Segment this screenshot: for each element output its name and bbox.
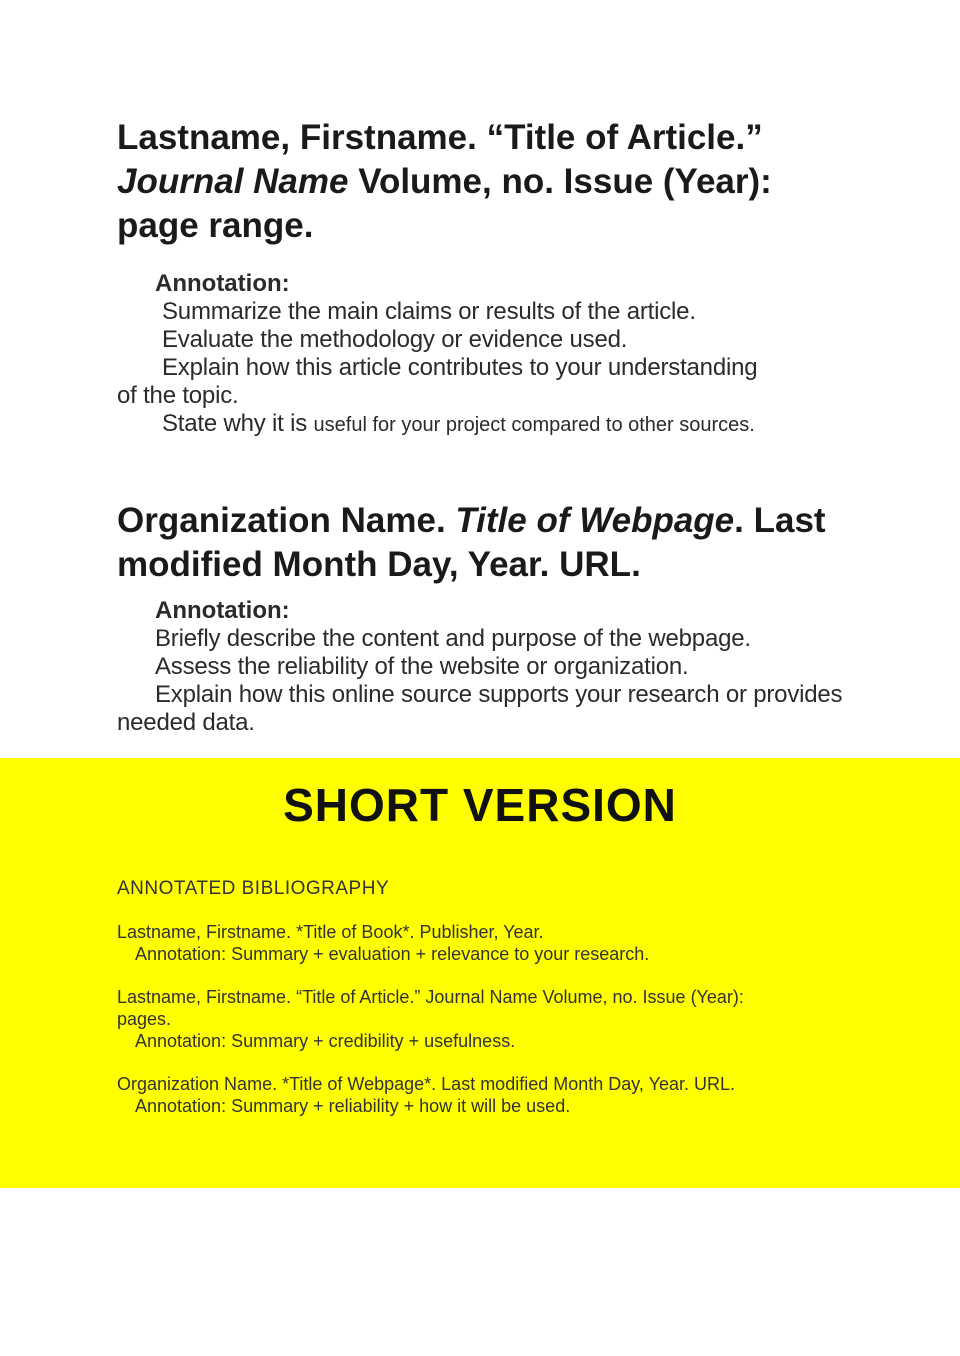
document-page: [0, 116, 960, 1356]
bibliography-entry-webpage: [117, 1073, 960, 1117]
state-why-rest: useful for your project compared to other sources.: [313, 414, 755, 436]
webpage-citation-section: [0, 499, 960, 737]
entry-annotation: Annotation: Summary + evaluation + relevance to your research.: [135, 944, 650, 964]
bibliography-entry-book: [117, 921, 960, 965]
annotation-point-evaluate: Evaluate the methodology or evidence used.: [162, 326, 628, 353]
citation-text-line1: Lastname, Firstname. “Title of Article.”: [117, 118, 763, 157]
annotation-point-explain-wrap: of the topic.: [117, 382, 239, 409]
annotation-point-explain: Explain how this online source supports your research or provides: [155, 681, 843, 708]
short-version-section: [0, 758, 960, 1188]
annotation-point-assess: Assess the reliability of the website or organization.: [155, 653, 689, 680]
bibliography-entry-article: [117, 986, 960, 1052]
annotation-point-summarize: Summarize the main claims or results of the article.: [162, 298, 696, 325]
citation-text-line2: Volume, no. Issue (Year):: [348, 162, 772, 201]
entry-citation: Lastname, Firstname. *Title of Book*. Publisher, Year.: [117, 922, 544, 942]
entry-citation: Organization Name. *Title of Webpage*. Last modified Month Day, Year. URL.: [117, 1074, 735, 1094]
webpage-annotation-block: [117, 597, 960, 737]
webpage-citation-heading: [117, 499, 960, 587]
short-version-title: SHORT VERSION: [283, 779, 677, 831]
entry-annotation: Annotation: Summary + reliability + how it will be used.: [135, 1096, 571, 1116]
entry-citation-wrap: pages.: [117, 1009, 172, 1029]
article-citation-section: [0, 116, 960, 439]
webpage-title-italic: Title of Webpage: [455, 501, 735, 540]
annotation-point-explain-wrap: needed data.: [117, 709, 255, 736]
state-why-lead: State why it is: [162, 410, 314, 437]
entry-annotation: Annotation: Summary + credibility + usefulness.: [135, 1031, 516, 1051]
citation-text-line2: modified Month Day, Year. URL.: [117, 545, 641, 584]
annotation-label: Annotation:: [155, 597, 290, 624]
citation-text-line3: page range.: [117, 206, 314, 245]
annotation-point-describe: Briefly describe the content and purpose of the webpage.: [155, 625, 751, 652]
annotated-bibliography-label: ANNOTATED BIBLIOGRAPHY: [117, 878, 390, 899]
annotation-point-explain: Explain how this article contributes to your understanding: [162, 354, 758, 381]
citation-text-line1: Organization Name.: [117, 501, 456, 540]
article-annotation-block: [117, 270, 960, 439]
article-citation-heading: [117, 116, 960, 248]
annotation-label: Annotation:: [155, 270, 290, 297]
annotation-point-state-why: [117, 410, 960, 439]
citation-text-line1-end: . Last: [734, 501, 826, 540]
entry-citation: Lastname, Firstname. “Title of Article.” Journal Name Volume, no. Issue (Year):: [117, 987, 744, 1007]
journal-name-italic: Journal Name: [117, 162, 349, 201]
